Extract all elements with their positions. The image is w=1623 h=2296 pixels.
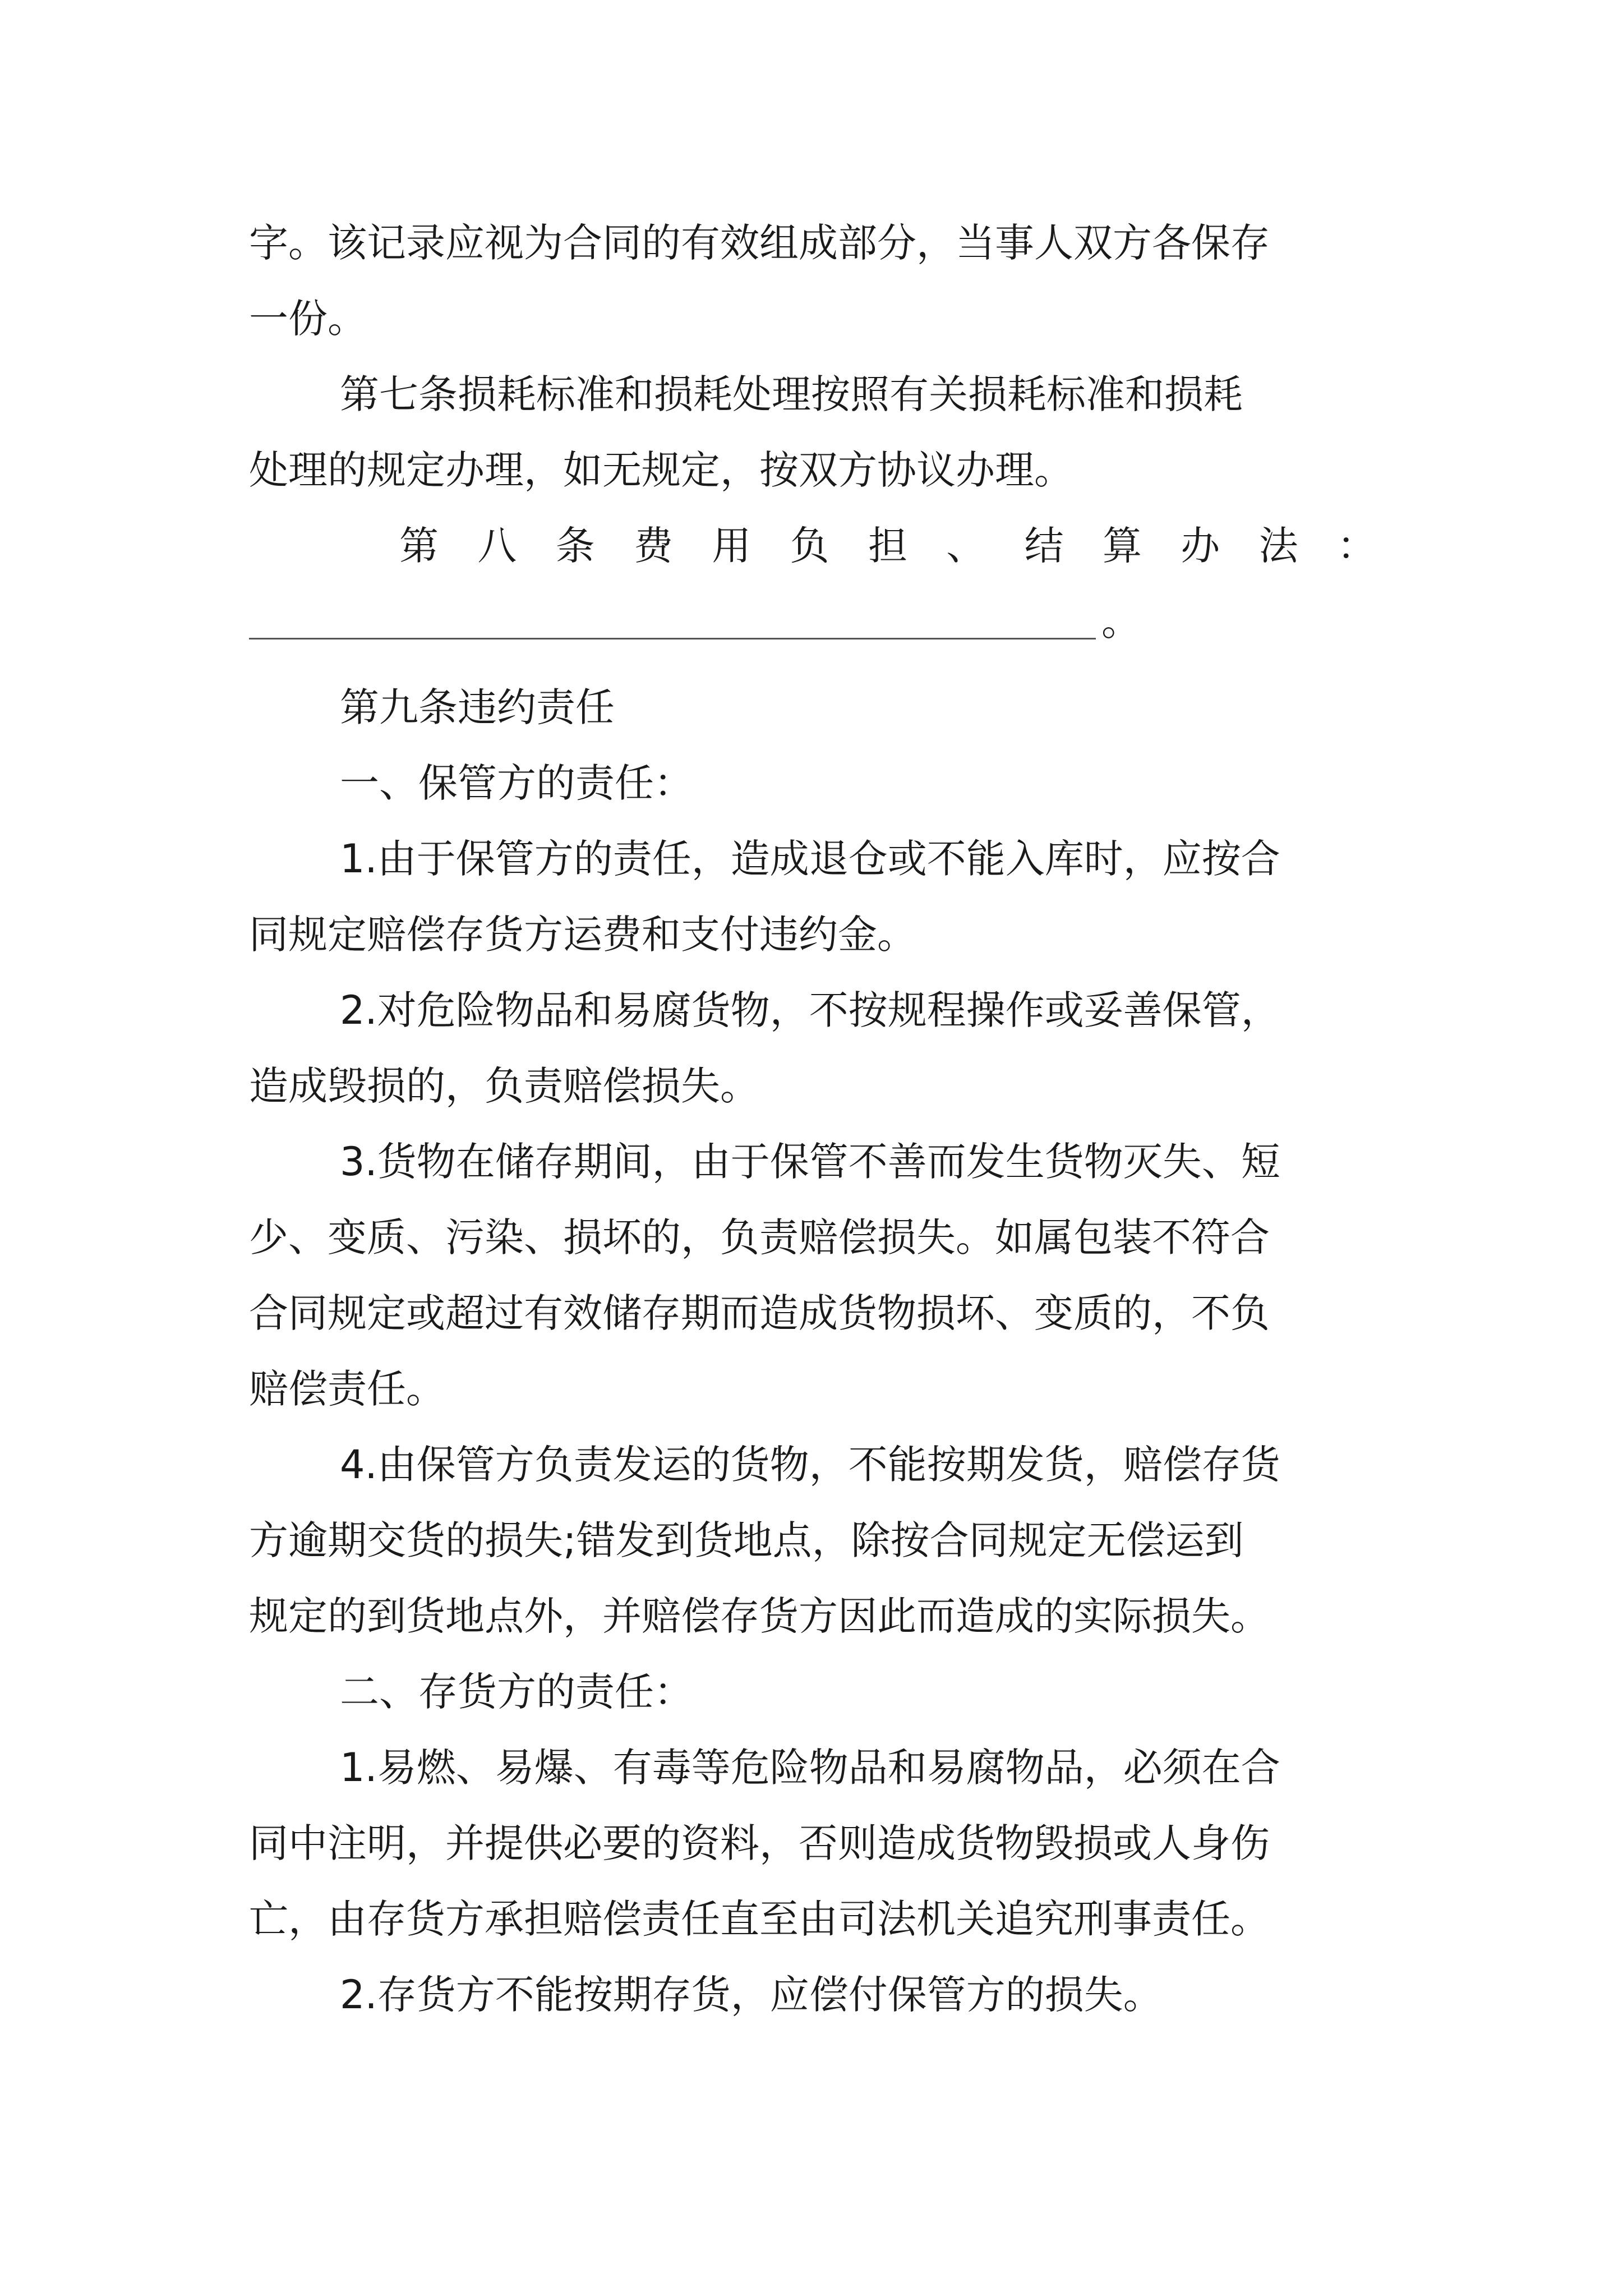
list-item-text: 2.存货方不能按期存货，应偿付保管方的损失。 — [340, 1972, 1163, 2018]
text-line: 同规定赔偿存货方运费和支付违约金。 — [249, 912, 916, 958]
text-line: 同中注明，并提供必要的资料，否则造成货物毁损或人身伤 — [249, 1820, 1270, 1866]
list-item-text: 1.易燃、易爆、有毒等危险物品和易腐物品，必须在合 — [340, 1745, 1280, 1791]
list-item-text: 4.由保管方负责发运的货物，不能按期发货，赔偿存货 — [340, 1442, 1280, 1488]
text-line: 字。该记录应视为合同的有效组成部分，当事人双方各保存 — [249, 220, 1270, 266]
article-9-heading: 第九条违约责任 — [340, 684, 615, 730]
spaced-character: 法 — [1258, 523, 1298, 569]
spaced-character: 、 — [946, 523, 986, 569]
text-line: 规定的到货地点外，并赔偿存货方因此而造成的实际损失。 — [249, 1593, 1270, 1639]
list-item-text: 1.由于保管方的责任，造成退仓或不能入库时，应按合 — [340, 836, 1280, 882]
text-line: 亡，由存货方承担赔偿责任直至由司法机关追究刑事责任。 — [249, 1896, 1270, 1942]
article-8-heading-line — [399, 508, 1376, 584]
spaced-character: ： — [1336, 523, 1376, 569]
text-line: 处理的规定办理，如无规定，按双方协议办理。 — [249, 447, 1073, 493]
spaced-character: 算 — [1102, 523, 1142, 569]
spaced-character: 用 — [712, 523, 751, 569]
text-line: 少、变质、污染、损坏的，负责赔偿损失。如属包装不符合 — [249, 1214, 1270, 1260]
fill-in-blank-underline — [249, 638, 1096, 639]
spaced-character: 结 — [1024, 523, 1064, 569]
spaced-character: 负 — [790, 523, 829, 569]
section-heading-custodian: 一、保管方的责任： — [340, 760, 693, 806]
spaced-character: 条 — [555, 523, 595, 569]
spaced-character: 办 — [1181, 523, 1220, 569]
spaced-character: 费 — [633, 523, 673, 569]
text-line: 合同规定或超过有效储存期而造成货物损坏、变质的，不负 — [249, 1290, 1270, 1336]
list-item-text: 2.对危险物品和易腐货物，不按规程操作或妥善保管， — [340, 987, 1280, 1033]
text-line: 方逾期交货的损失;错发到货地点，除按合同规定无偿运到 — [249, 1517, 1244, 1563]
spaced-character: 八 — [477, 523, 517, 569]
list-item-text: 3.货物在储存期间，由于保管不善而发生货物灭失、短 — [340, 1139, 1280, 1185]
article-7-heading-line: 第七条损耗标准和损耗处理按照有关损耗标准和损耗 — [340, 371, 1243, 417]
spaced-character: 第 — [399, 523, 439, 569]
text-line: 造成毁损的，负责赔偿损失。 — [249, 1063, 759, 1109]
spaced-character: 担 — [868, 523, 907, 569]
text-line: 赔偿责任。 — [249, 1366, 445, 1412]
text-line: 一份。 — [249, 296, 367, 342]
section-heading-depositor: 二、存货方的责任： — [340, 1669, 693, 1715]
blank-terminator: 。 — [1101, 599, 1141, 645]
